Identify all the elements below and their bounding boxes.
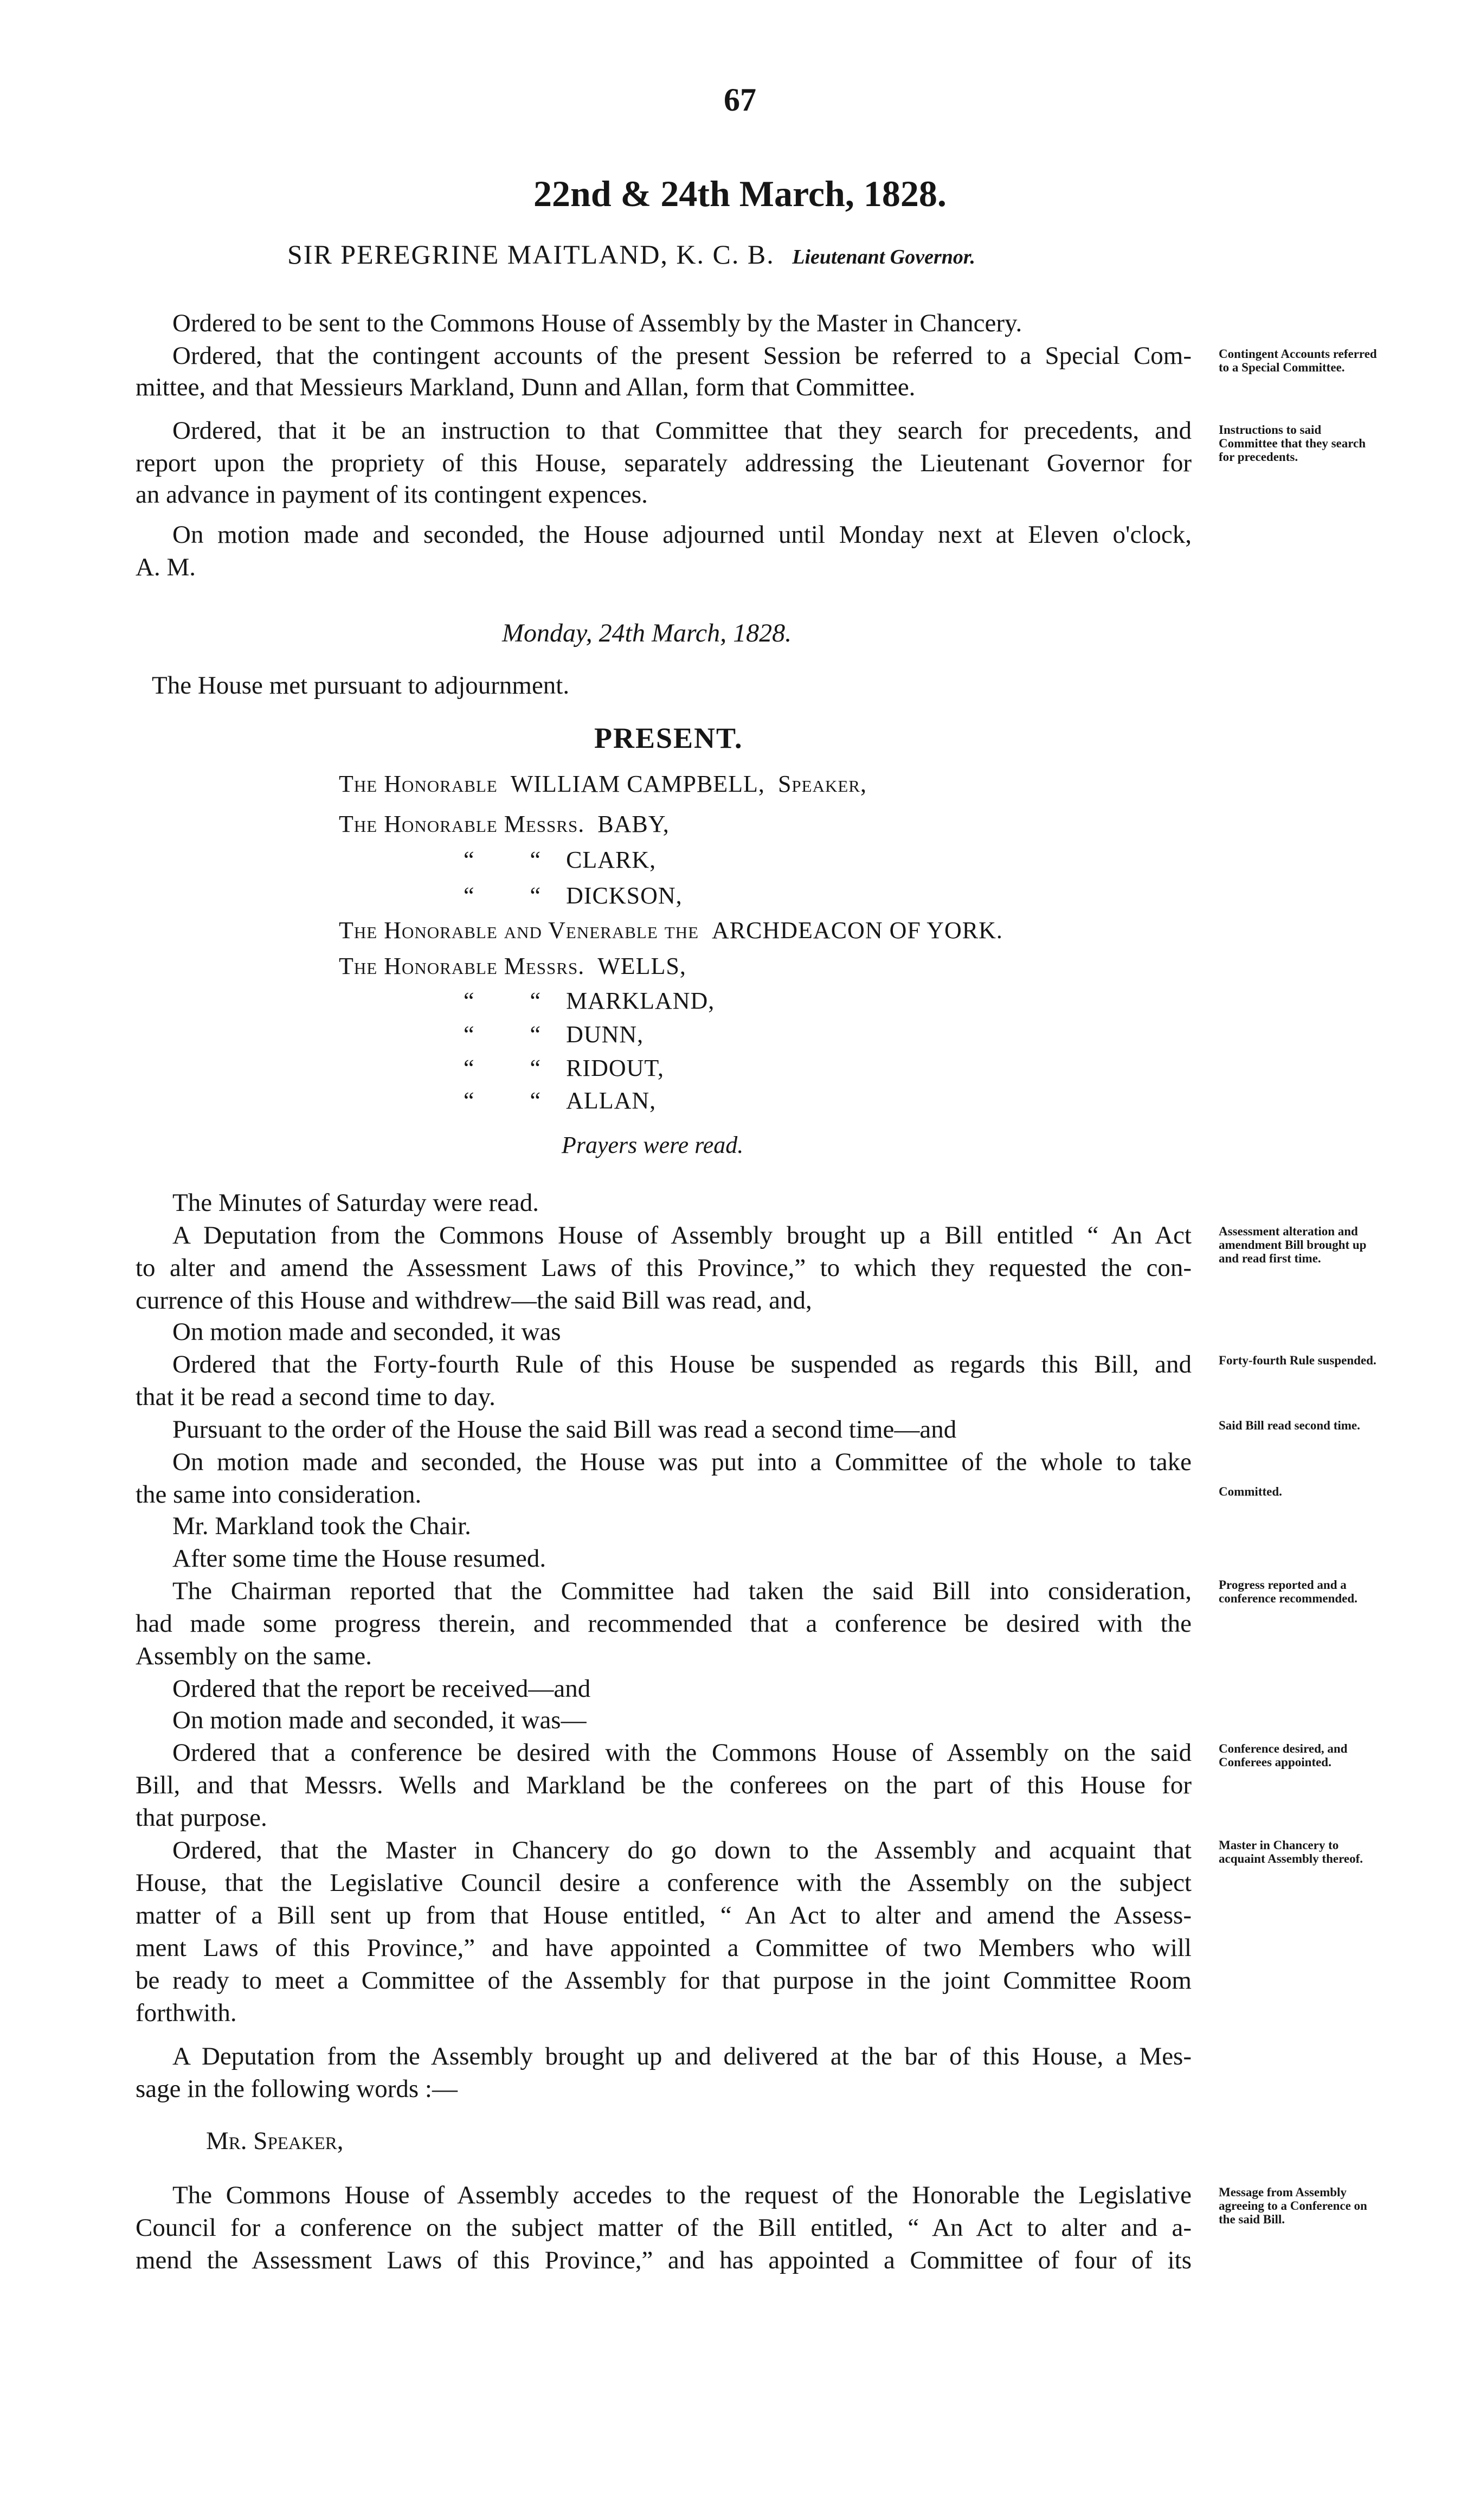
member-name: ARCHDEACON OF YORK. <box>712 917 1003 944</box>
margin-note: Master in Chancery to acquaint Assembly thereof. <box>1219 1838 1363 1865</box>
member-role: Speaker, <box>777 771 867 797</box>
body-line: A. M. <box>136 553 196 581</box>
body-line: ment Laws of this Province,” and have appointed a Committee of two Members who will <box>136 1934 1192 1962</box>
body-line: Mr. Markland took the Chair. <box>172 1512 471 1540</box>
member-title: The Honorable <box>339 771 498 797</box>
body-line: report upon the propriety of this House, separately addressing the Lieutenant Governor for <box>136 449 1192 477</box>
governor-title: Lieutenant Governor. <box>792 246 976 268</box>
member-line <box>464 1087 656 1114</box>
margin-note: Instructions to said Committee that they search for precedents. <box>1219 423 1366 464</box>
body-line: that purpose. <box>136 1804 267 1832</box>
body-line: On motion made and seconded, the House was put into a Committee of the whole to take <box>172 1448 1192 1476</box>
body-line: Ordered to be sent to the Commons House of Assembly by the Master in Chancery. <box>172 309 1022 337</box>
body-line: The House met pursuant to adjournment. <box>152 671 570 700</box>
margin-note: Contingent Accounts referred to a Special Committee. <box>1219 347 1377 374</box>
member-name: RIDOUT, <box>566 1055 664 1081</box>
body-line: be ready to meet a Committee of the Assembly for that purpose in the joint Committee Room <box>136 1966 1192 1995</box>
member-line <box>339 952 686 980</box>
body-line: mend the Assessment Laws of this Province,” and has appointed a Committee of four of its <box>136 2246 1192 2274</box>
body-line: The Commons House of Assembly accedes to the request of the Honorable the Legislative <box>172 2181 1192 2209</box>
member-name: DICKSON, <box>566 882 683 909</box>
member-line <box>464 987 715 1015</box>
member-line <box>464 846 656 874</box>
body-line: Ordered, that it be an instruction to that Committee that they search for precedents, and <box>172 416 1192 445</box>
member-title: The Honorable Messrs. <box>339 811 585 837</box>
body-line: forthwith. <box>136 1999 237 2027</box>
body-line: sage in the following words :— <box>136 2075 458 2103</box>
body-line: mittee, and that Messieurs Markland, Dunn and Allan, form that Committee. <box>136 373 916 401</box>
member-name: BABY, <box>597 811 670 837</box>
date-header: 22nd & 24th March, 1828. <box>533 173 947 214</box>
member-title: The Honorable Messrs. <box>339 953 585 979</box>
body-line: On motion made and seconded, the House adjourned until Monday next at Eleven o'clock, <box>172 521 1192 549</box>
body-line: A Deputation from the Commons House of Assembly brought up a Bill entitled “ An Act <box>172 1221 1192 1249</box>
member-line <box>339 916 1003 944</box>
body-line: that it be read a second time to day. <box>136 1383 496 1411</box>
body-line: House, that the Legislative Council desire a conference with the Assembly on the subject <box>136 1869 1192 1897</box>
margin-note: Conference desired, and Conferees appointed. <box>1219 1742 1348 1769</box>
margin-note: Progress reported and a conference recommended. <box>1219 1578 1357 1605</box>
body-line: After some time the House resumed. <box>172 1544 546 1573</box>
body-line: Ordered that the report be received—and <box>172 1675 591 1703</box>
margin-note: Committed. <box>1219 1485 1282 1498</box>
ditto-marks: “ “ <box>464 1087 542 1114</box>
body-line: had made some progress therein, and recommended that a conference be desired with the <box>136 1610 1192 1638</box>
body-line: The Chairman reported that the Committee had taken the said Bill into consideration, <box>172 1577 1192 1605</box>
ditto-marks: “ “ <box>464 1055 542 1081</box>
ditto-marks: “ “ <box>464 847 542 873</box>
member-name: ALLAN, <box>566 1087 657 1114</box>
member-name: WELLS, <box>597 953 686 979</box>
ditto-marks: “ “ <box>464 1021 542 1048</box>
body-line: the same into consideration. <box>136 1480 422 1509</box>
page-number: 67 <box>724 82 756 118</box>
member-line <box>464 1021 644 1048</box>
member-name: CLARK, <box>566 847 657 873</box>
member-line <box>464 882 683 909</box>
margin-note: Forty-fourth Rule suspended. <box>1219 1354 1376 1367</box>
body-line: Ordered that a conference be desired with the Commons House of Assembly on the said <box>172 1739 1192 1767</box>
body-line: A Deputation from the Assembly brought up and delivered at the bar of this House, a Mes- <box>172 2042 1192 2070</box>
member-name: DUNN, <box>566 1021 644 1048</box>
present-heading: PRESENT. <box>594 722 743 754</box>
member-line <box>339 770 867 798</box>
sitting-date: Monday, 24th March, 1828. <box>502 619 792 647</box>
member-title: The Honorable and Venerable the <box>339 917 699 944</box>
body-line: Pursuant to the order of the House the said Bill was read a second time—and <box>172 1415 957 1444</box>
body-line: Ordered, that the contingent accounts of the present Session be referred to a Special Com- <box>172 342 1192 370</box>
body-line: On motion made and seconded, it was— <box>172 1706 587 1734</box>
margin-note: Message from Assembly agreeing to a Conference on the said Bill. <box>1219 2185 1367 2226</box>
address-line: Mr. Speaker, <box>206 2127 344 2155</box>
body-line: currence of this House and withdrew—the said Bill was read, and, <box>136 1286 812 1314</box>
member-name: MARKLAND, <box>566 988 715 1014</box>
margin-note: Assessment alteration and amendment Bill brought up and read first time. <box>1219 1224 1367 1265</box>
body-line: On motion made and seconded, it was <box>172 1318 561 1346</box>
body-line: Assembly on the same. <box>136 1642 372 1670</box>
body-line: an advance in payment of its contingent expences. <box>136 480 648 509</box>
governor-line <box>287 239 975 270</box>
governor-name: SIR PEREGRINE MAITLAND, K. C. B. <box>287 239 775 270</box>
body-line: Council for a conference on the subject matter of the Bill entitled, “ An Act to alter and a- <box>136 2214 1192 2242</box>
member-name: WILLIAM CAMPBELL, <box>510 771 765 797</box>
prayers-line: Prayers were read. <box>562 1132 744 1158</box>
member-line <box>464 1054 664 1082</box>
body-line: matter of a Bill sent up from that House entitled, “ An Act to alter and amend the Assess- <box>136 1901 1192 1929</box>
member-line <box>339 810 670 838</box>
body-line: The Minutes of Saturday were read. <box>172 1189 539 1217</box>
body-line: to alter and amend the Assessment Laws of this Province,” to which they requested the con- <box>136 1254 1192 1282</box>
ditto-marks: “ “ <box>464 882 542 909</box>
body-line: Ordered that the Forty-fourth Rule of this House be suspended as regards this Bill, and <box>172 1350 1192 1378</box>
body-line: Bill, and that Messrs. Wells and Markland be the conferees on the part of this House for <box>136 1771 1192 1799</box>
margin-note: Said Bill read second time. <box>1219 1419 1360 1432</box>
ditto-marks: “ “ <box>464 988 542 1014</box>
body-line: Ordered, that the Master in Chancery do go down to the Assembly and acquaint that <box>172 1836 1192 1864</box>
